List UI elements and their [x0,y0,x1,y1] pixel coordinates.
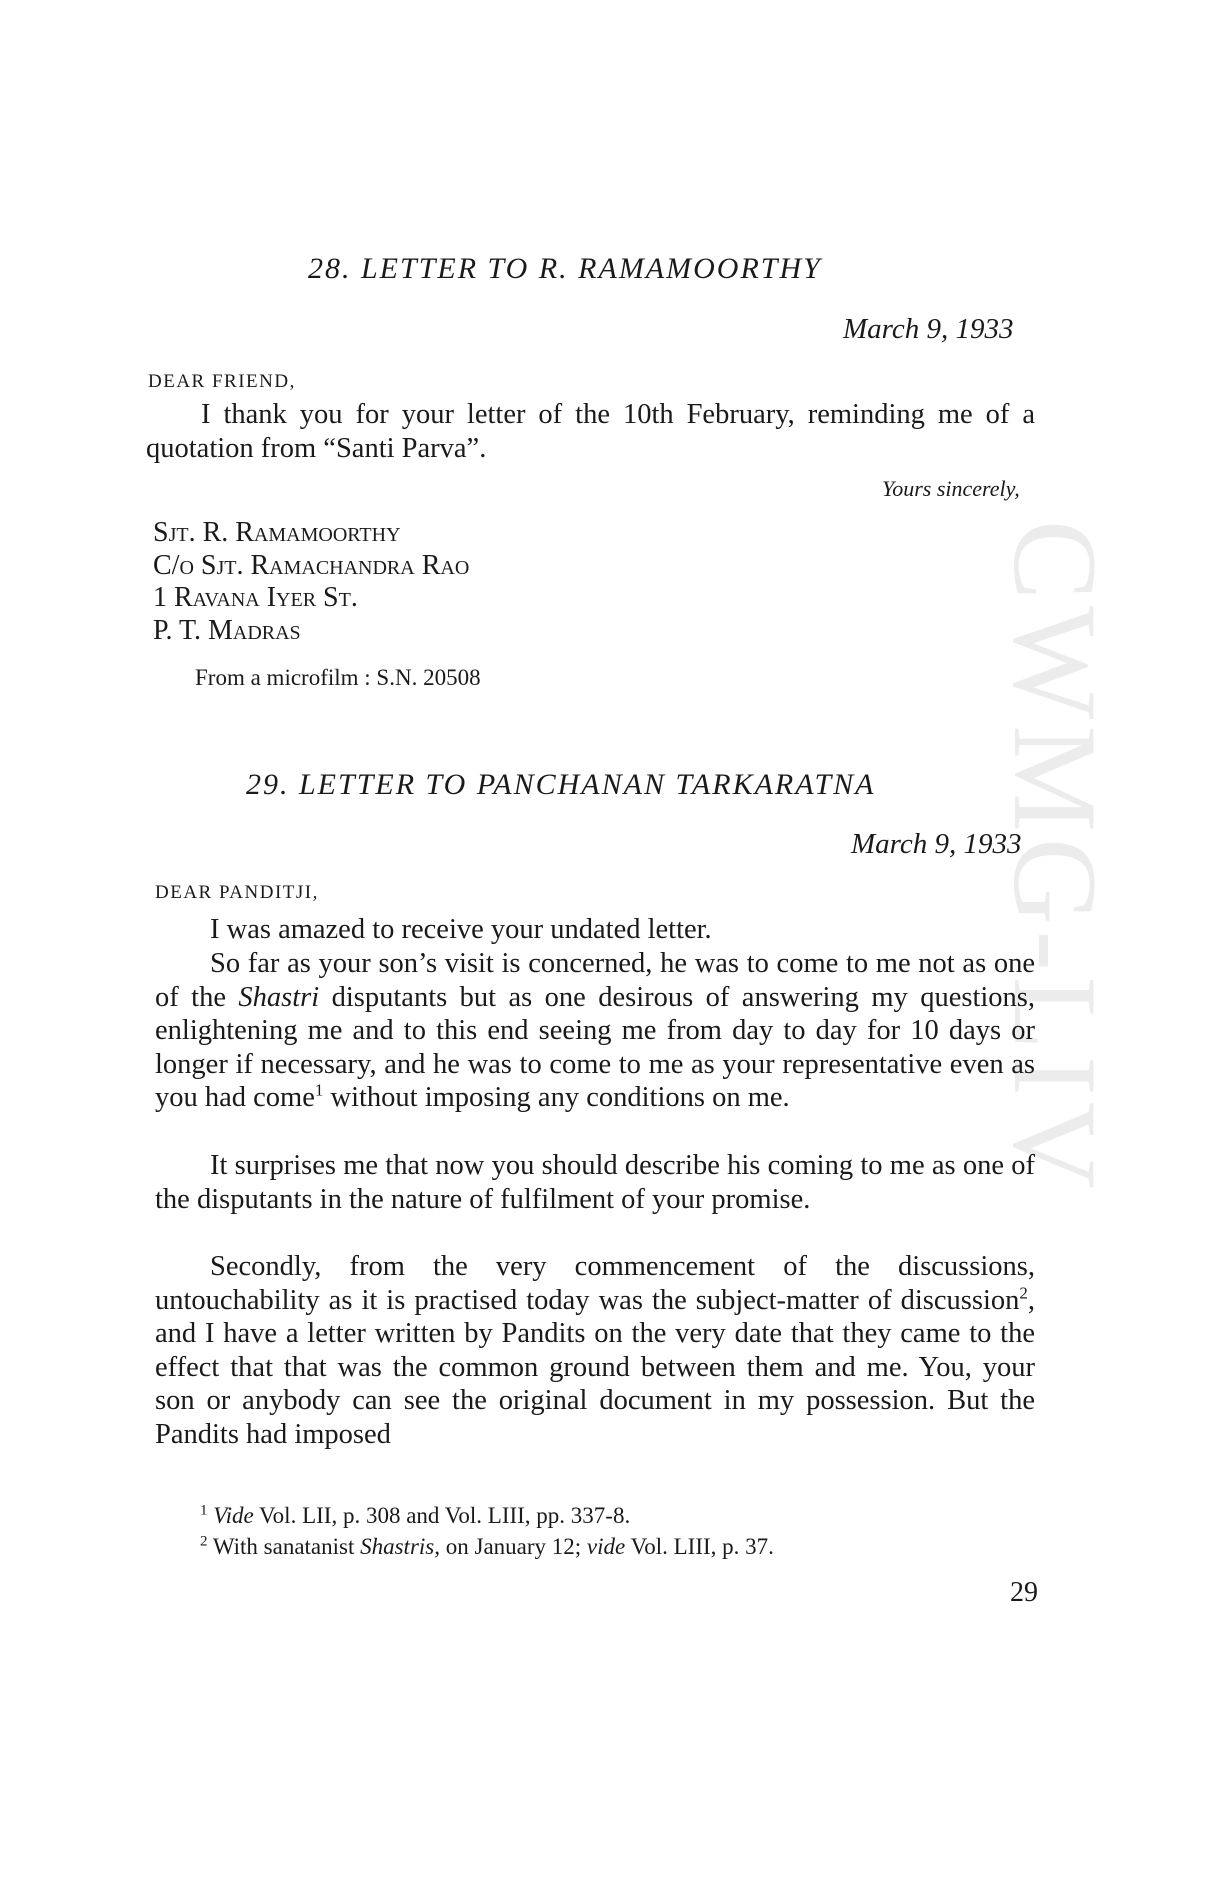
letter-date: March 9, 1933 [851,828,1022,860]
letter-paragraph: It surprises me that now you should describe his coming to me as one of the disputants in the nature of fulfilment of your promise. [155,1150,1035,1215]
salutation: DEAR PANDITJI, [155,882,319,903]
salutation: DEAR FRIEND, [148,371,296,392]
letter-paragraph: Secondly, from the very commencement of the discussions, untouchability as it is practised today was the subject-matter of discussion$^2$, and I have a letter written by Pandits on the very date that they came to the effect that that was the common ground between them and me. You, your son or anybody can see the original document in my possession. But the Pandits had imposed [155,1251,1035,1450]
letter-heading: 28. LETTER TO R. RAMAMOORTHY [308,252,822,285]
address-line: 1 Ravana Iyer St. [153,582,358,613]
letter-heading: 29. LETTER TO PANCHANAN TARKARATNA [246,768,876,801]
footnote-ref: 2 [1019,1283,1028,1303]
footnote: $^1$ Vide Vol. LII, p. 308 and Vol. LIII, pp. 337-8. [200,1502,631,1528]
footnote: $^2$ With sanatanist Shastris, on January 12; vide Vol. LIII, p. 37. [200,1533,774,1559]
source-note: From a microfilm : S.N. 20508 [195,665,481,690]
address-block [153,517,469,647]
footnotes [200,1500,774,1562]
letter-paragraph: So far as your son’s visit is concerned, he was to come to me not as one of the Shastri disputants but as one desirous of answering my questions, enlightening me and to this end seeing me from day to day for 10 days or longer if necessary, and he was to come to me as your representative even as you had come$^1$ without imposing any conditions on me. [155,948,1035,1114]
address-line: C/o Sjt. Ramachandra Rao [153,549,470,581]
page-number: 29 [1010,1577,1038,1608]
footnote-ref: 1 [314,1080,324,1100]
address-line: P. T. Madras [153,614,301,646]
letter-body: I thank you for your letter of the 10th February, reminding me of a quotation from “Santi Parva”. [146,399,1035,464]
closing: Yours sincerely, [882,476,1020,501]
letter-paragraph: I was amazed to receive your undated letter. [210,914,712,945]
letter-date: March 9, 1933 [843,313,1014,345]
address-line: Sjt. R. Ramamoorthy [153,517,401,548]
watermark: CWMG-LIV [989,520,1122,1195]
